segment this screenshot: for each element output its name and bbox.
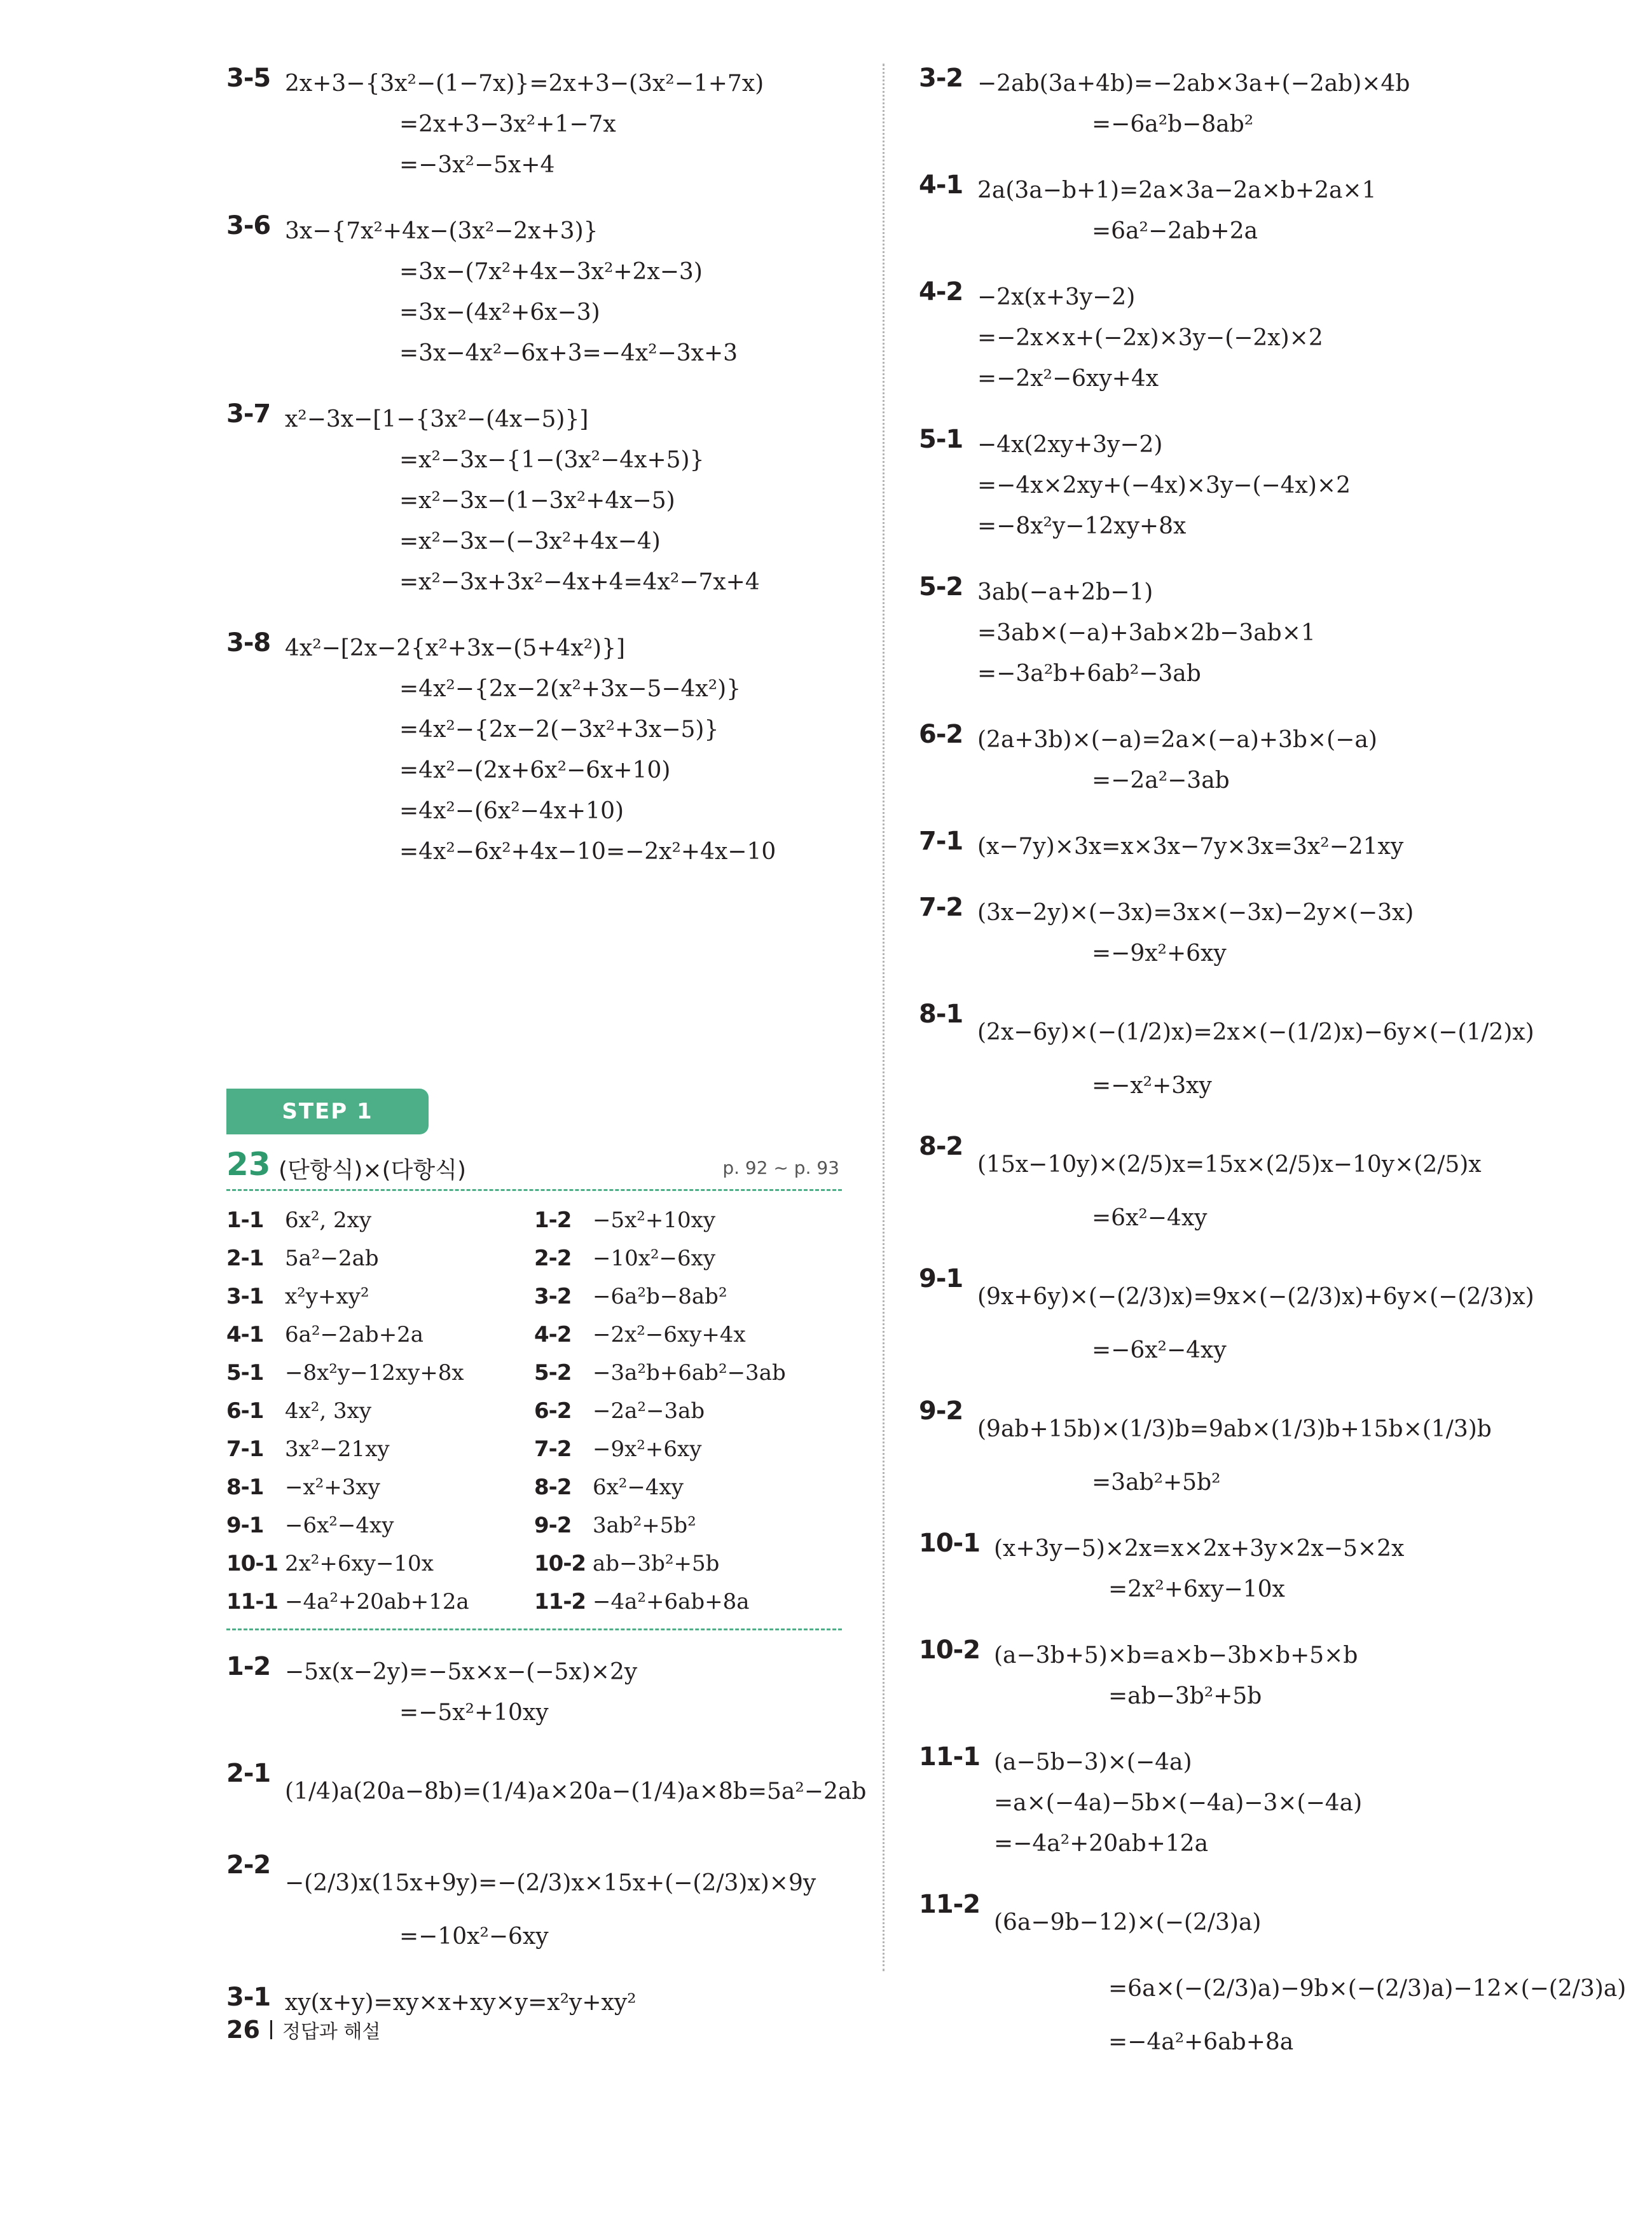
problem-label: 3-6 — [226, 211, 271, 240]
answer-row — [226, 1545, 850, 1583]
solution-line: =−x²+3xy — [1092, 1073, 1212, 1099]
answer-label: 5-1 — [226, 1360, 264, 1386]
answer-value: −8x²y−12xy+8x — [285, 1360, 464, 1386]
solution-block — [919, 277, 1555, 399]
answer-cell — [534, 1551, 842, 1576]
answer-value: 2x²+6xy−10x — [285, 1551, 434, 1576]
answer-value: 6x²−4xy — [593, 1475, 684, 1500]
answer-value: −3a²b+6ab²−3ab — [593, 1360, 786, 1386]
solution-block — [226, 399, 850, 603]
solution-line: =−9x²+6xy — [1092, 940, 1227, 967]
answer-value: 3ab²+5b² — [593, 1513, 696, 1538]
problem-label: 5-1 — [919, 425, 963, 454]
answer-label: 9-2 — [534, 1513, 572, 1538]
answer-row — [226, 1430, 850, 1468]
answer-cell — [226, 1589, 534, 1614]
solution-line: =−2a²−3ab — [1092, 767, 1230, 794]
answer-cell — [534, 1589, 842, 1614]
solution-block — [226, 1759, 867, 1825]
solution-line: x²−3x−[1−{3x²−(4x−5)}] — [285, 406, 589, 432]
solution-line: =x²−3x+3x²−4x+4=4x²−7x+4 — [399, 569, 760, 595]
solution-lines — [977, 827, 1555, 867]
answer-label: 4-1 — [226, 1322, 264, 1347]
solution-block — [919, 893, 1555, 974]
solution-block — [226, 1652, 850, 1733]
answer-cell — [534, 1360, 842, 1386]
solution-line: (a−3b+5)×b=a×b−3b×b+5×b — [994, 1642, 1358, 1669]
solution-line: (2x−6y)×(−(1/2)x)=2x×(−(1/2)x)−6y×(−(1/2)x) — [977, 1019, 1534, 1045]
solution-lines — [285, 1652, 850, 1733]
solution-line: 2a(3a−b+1)=2a×3a−2a×b+2a×1 — [977, 177, 1377, 203]
answer-label: 6-2 — [534, 1398, 572, 1424]
solution-line: xy(x+y)=xy×x+xy×y=x²y+xy² — [285, 1990, 637, 2016]
solution-block — [919, 1529, 1555, 1610]
answer-label: 4-2 — [534, 1322, 572, 1347]
dashed-divider — [226, 1628, 842, 1630]
solution-line: =−2x²−6xy+4x — [977, 366, 1159, 392]
problem-label: 3-8 — [226, 628, 271, 657]
solution-block — [919, 1000, 1555, 1106]
problem-label: 8-2 — [919, 1132, 963, 1161]
solution-line: =−10x²−6xy — [399, 1924, 549, 1950]
answer-value: 4x², 3xy — [285, 1398, 372, 1424]
solution-line: (x+3y−5)×2x=x×2x+3y×2x−5×2x — [994, 1536, 1405, 1562]
answer-cell — [226, 1475, 534, 1500]
solution-block — [919, 1635, 1555, 1717]
solution-block — [919, 64, 1555, 145]
solution-line: 3ab(−a+2b−1) — [977, 579, 1153, 605]
answer-value: −6a²b−8ab² — [593, 1284, 727, 1309]
solution-line: −2x(x+3y−2) — [977, 284, 1136, 310]
solution-line: (2a+3b)×(−a)=2a×(−a)+3b×(−a) — [977, 727, 1377, 753]
solution-line: =−3a²b+6ab²−3ab — [977, 661, 1201, 687]
solution-block — [226, 64, 850, 186]
answer-cell — [534, 1322, 842, 1347]
problem-label: 4-2 — [919, 277, 963, 306]
solution-line: (a−5b−3)×(−4a) — [994, 1749, 1192, 1775]
solution-line: =2x+3−3x²+1−7x — [399, 111, 616, 137]
answer-cell — [534, 1398, 842, 1424]
step-badge: STEP 1 — [226, 1089, 429, 1134]
solution-lines — [994, 1635, 1555, 1717]
solution-line: =6a²−2ab+2a — [1092, 218, 1258, 244]
solution-lines — [285, 1850, 850, 1957]
solution-lines — [977, 170, 1555, 252]
solution-line: =x²−3x−(−3x²+4x−4) — [399, 528, 661, 554]
solution-line: =−4a²+20ab+12a — [994, 1831, 1209, 1857]
solution-line: =4x²−{2x−2(−3x²+3x−5)} — [399, 717, 719, 743]
solution-line: =a×(−4a)−5b×(−4a)−3×(−4a) — [994, 1790, 1363, 1816]
answer-value: −5x²+10xy — [593, 1208, 716, 1233]
solution-lines — [977, 893, 1555, 974]
problem-label: 3-2 — [919, 64, 963, 93]
problem-label: 10-2 — [919, 1635, 981, 1665]
solution-line: (15x−10y)×(2/5)x=15x×(2/5)x−10y×(2/5)x — [977, 1152, 1482, 1178]
solution-line: =3x−(4x²+6x−3) — [399, 299, 600, 326]
problem-label: 10-1 — [919, 1529, 981, 1558]
solution-line: −4x(2xy+3y−2) — [977, 432, 1163, 458]
solution-block — [919, 1396, 1555, 1503]
solution-lines — [977, 64, 1555, 145]
solution-line: 3x−{7x²+4x−(3x²−2x+3)} — [285, 218, 598, 244]
solution-line: =−4a²+6ab+8a — [1108, 2029, 1294, 2055]
answer-row — [226, 1201, 850, 1239]
right-solutions — [919, 64, 1627, 2063]
column-divider — [883, 64, 885, 1971]
section-number: 23 — [226, 1146, 271, 1183]
left-column — [226, 64, 867, 2049]
answer-grid — [226, 1191, 850, 1628]
answer-value: 6x², 2xy — [285, 1208, 372, 1233]
answer-row — [226, 1506, 850, 1545]
answer-cell — [534, 1513, 842, 1538]
answer-value: −x²+3xy — [285, 1475, 380, 1500]
solution-line: 2x+3−{3x²−(1−7x)}=2x+3−(3x²−1+7x) — [285, 71, 764, 97]
answer-value: −2a²−3ab — [593, 1398, 705, 1424]
solution-block — [226, 211, 850, 374]
answer-value: −10x²−6xy — [593, 1246, 716, 1271]
answer-cell — [226, 1513, 534, 1538]
answer-cell — [534, 1475, 842, 1500]
answer-label: 3-2 — [534, 1284, 572, 1309]
problem-label: 4-1 — [919, 170, 963, 200]
answer-row — [226, 1392, 850, 1430]
solution-line: =6x²−4xy — [1092, 1205, 1208, 1231]
solution-line: =x²−3x−(1−3x²+4x−5) — [399, 488, 675, 514]
answer-label: 8-2 — [534, 1475, 572, 1500]
problem-label: 3-7 — [226, 399, 271, 429]
problem-label: 7-2 — [919, 893, 963, 922]
problem-label: 1-2 — [226, 1652, 271, 1681]
solution-line: =3x−(7x²+4x−3x²+2x−3) — [399, 259, 703, 285]
solution-lines — [285, 1759, 867, 1825]
answer-value: x²y+xy² — [285, 1284, 369, 1309]
answer-value: 5a²−2ab — [285, 1246, 379, 1271]
solution-line: =−8x²y−12xy+8x — [977, 513, 1187, 539]
solution-line: =6a×(−(2/3)a)−9b×(−(2/3)a)−12×(−(2/3)a) — [1108, 1976, 1627, 2002]
answer-value: −4a²+20ab+12a — [285, 1589, 469, 1614]
solution-line: =4x²−{2x−2(x²+3x−5−4x²)} — [399, 676, 741, 702]
answer-row — [226, 1239, 850, 1277]
problem-label: 9-1 — [919, 1264, 963, 1293]
solution-lines — [994, 1529, 1555, 1610]
answer-row — [226, 1468, 850, 1506]
solution-block — [919, 1264, 1555, 1371]
solution-lines — [994, 1890, 1627, 2063]
problem-label: 2-2 — [226, 1850, 271, 1880]
page-number: 26 — [226, 2016, 260, 2044]
answer-cell — [226, 1322, 534, 1347]
answer-label: 8-1 — [226, 1475, 264, 1500]
answer-label: 3-1 — [226, 1284, 264, 1309]
answer-cell — [226, 1360, 534, 1386]
solution-block — [919, 1890, 1627, 2063]
solution-line: =4x²−6x²+4x−10=−2x²+4x−10 — [399, 839, 776, 865]
solution-line: (9ab+15b)×(1/3)b=9ab×(1/3)b+15b×(1/3)b — [977, 1416, 1492, 1442]
solution-line: =3ab²+5b² — [1092, 1469, 1221, 1496]
answer-label: 10-1 — [226, 1551, 279, 1576]
solution-lines — [285, 399, 850, 603]
answer-label: 7-2 — [534, 1436, 572, 1462]
solution-block — [919, 170, 1555, 252]
section-header — [226, 1148, 850, 1189]
footer-title: 정답과 해설 — [282, 2021, 381, 2043]
problem-label: 11-1 — [919, 1742, 981, 1772]
solution-block — [919, 827, 1555, 867]
solution-block — [919, 425, 1555, 547]
answer-cell — [226, 1246, 534, 1271]
solution-line: (6a−9b−12)×(−(2/3)a) — [994, 1910, 1262, 1936]
answer-row — [226, 1583, 850, 1621]
answer-value: −6x²−4xy — [285, 1513, 394, 1538]
problem-label: 6-2 — [919, 720, 963, 749]
solution-block — [919, 1132, 1555, 1239]
answer-row — [226, 1354, 850, 1392]
left-solutions — [226, 64, 850, 872]
answer-cell — [226, 1284, 534, 1309]
answer-value: −9x²+6xy — [593, 1436, 702, 1462]
answer-cell — [226, 1436, 534, 1462]
solution-line: =−5x²+10xy — [399, 1700, 549, 1726]
solution-lines — [977, 1396, 1555, 1503]
solution-line: =x²−3x−{1−(3x²−4x+5)} — [399, 447, 705, 473]
solution-line: −2ab(3a+4b)=−2ab×3a+(−2ab)×4b — [977, 71, 1410, 97]
solution-lines — [285, 628, 850, 872]
answer-row — [226, 1316, 850, 1354]
answer-label: 10-2 — [534, 1551, 586, 1576]
answer-label: 11-1 — [226, 1589, 279, 1614]
answer-cell — [534, 1208, 842, 1233]
problem-label: 2-1 — [226, 1759, 271, 1788]
solution-line: =2x²+6xy−10x — [1108, 1576, 1285, 1602]
solution-lines — [977, 1000, 1555, 1106]
answer-value: ab−3b²+5b — [593, 1551, 720, 1576]
answer-row — [226, 1277, 850, 1316]
answer-label: 1-2 — [534, 1208, 572, 1233]
answer-value: −2x²−6xy+4x — [593, 1322, 746, 1347]
problem-label: 11-2 — [919, 1890, 981, 1919]
solution-line: =−4x×2xy+(−4x)×3y−(−4x)×2 — [977, 472, 1351, 499]
answer-value: 3x²−21xy — [285, 1436, 390, 1462]
solution-line: −5x(x−2y)=−5x×x−(−5x)×2y — [285, 1659, 638, 1685]
answer-label: 11-2 — [534, 1589, 586, 1614]
solution-lines — [977, 1264, 1555, 1371]
problem-label: 7-1 — [919, 827, 963, 856]
solution-lines — [285, 211, 850, 374]
solution-line: =ab−3b²+5b — [1108, 1683, 1262, 1709]
column-gap — [226, 898, 850, 1089]
solution-lines — [994, 1742, 1555, 1864]
solution-line: −(2/3)x(15x+9y)=−(2/3)x×15x+(−(2/3)x)×9y — [285, 1870, 816, 1896]
solution-lines — [977, 720, 1555, 801]
problem-label: 5-2 — [919, 572, 963, 602]
solution-line: (9x+6y)×(−(2/3)x)=9x×(−(2/3)x)+6y×(−(2/3)x) — [977, 1284, 1534, 1310]
solution-line: =3x−4x²−6x+3=−4x²−3x+3 — [399, 340, 738, 366]
answer-value: −4a²+6ab+8a — [593, 1589, 750, 1614]
solution-lines — [977, 277, 1555, 399]
answer-cell — [534, 1246, 842, 1271]
section-page-range: p. 92 ~ p. 93 — [722, 1157, 839, 1178]
solution-line: =4x²−(2x+6x²−6x+10) — [399, 757, 671, 783]
problem-label: 8-1 — [919, 1000, 963, 1029]
answer-label: 2-2 — [534, 1246, 572, 1271]
solution-line: =4x²−(6x²−4x+10) — [399, 798, 624, 824]
answer-label: 7-1 — [226, 1436, 264, 1462]
answer-label: 5-2 — [534, 1360, 572, 1386]
solution-line: =−6x²−4xy — [1092, 1337, 1227, 1363]
solution-line: (x−7y)×3x=x×3x−7y×3x=3x²−21xy — [977, 834, 1404, 860]
solution-block — [919, 720, 1555, 801]
answer-label: 2-1 — [226, 1246, 264, 1271]
answer-label: 1-1 — [226, 1208, 264, 1233]
problem-label: 3-1 — [226, 1983, 271, 2012]
answer-cell — [534, 1436, 842, 1462]
answer-cell — [226, 1551, 534, 1576]
footer-separator — [270, 2020, 272, 2039]
solution-line: 4x²−[2x−2{x²+3x−(5+4x²)}] — [285, 635, 626, 661]
problem-label: 9-2 — [919, 1396, 963, 1426]
answer-label: 9-1 — [226, 1513, 264, 1538]
solution-line: =−6a²b−8ab² — [1092, 111, 1254, 137]
solution-line: =−2x×x+(−2x)×3y−(−2x)×2 — [977, 325, 1323, 351]
solution-lines — [977, 1132, 1555, 1239]
right-column — [919, 64, 1627, 2088]
solution-block — [919, 1742, 1555, 1864]
solution-lines — [977, 572, 1555, 694]
answer-cell — [226, 1398, 534, 1424]
solution-lines — [977, 425, 1555, 547]
solution-lines — [285, 64, 850, 186]
problem-label: 3-5 — [226, 64, 271, 93]
section-title: (단항식)×(다항식) — [279, 1157, 466, 1183]
solution-block — [226, 1850, 850, 1957]
solution-line: (3x−2y)×(−3x)=3x×(−3x)−2y×(−3x) — [977, 900, 1414, 926]
answer-cell — [226, 1208, 534, 1233]
page-footer — [226, 2016, 380, 2044]
answer-label: 6-1 — [226, 1398, 264, 1424]
answer-value: 6a²−2ab+2a — [285, 1322, 424, 1347]
answer-cell — [534, 1284, 842, 1309]
solution-line: (1/4)a(20a−8b)=(1/4)a×20a−(1/4)a×8b=5a²−2ab — [285, 1779, 867, 1805]
solution-line: =−3x²−5x+4 — [399, 152, 555, 178]
left-bottom-solutions — [226, 1652, 867, 2023]
solution-block — [226, 628, 850, 872]
solution-line: =3ab×(−a)+3ab×2b−3ab×1 — [977, 620, 1316, 646]
solution-block — [919, 572, 1555, 694]
